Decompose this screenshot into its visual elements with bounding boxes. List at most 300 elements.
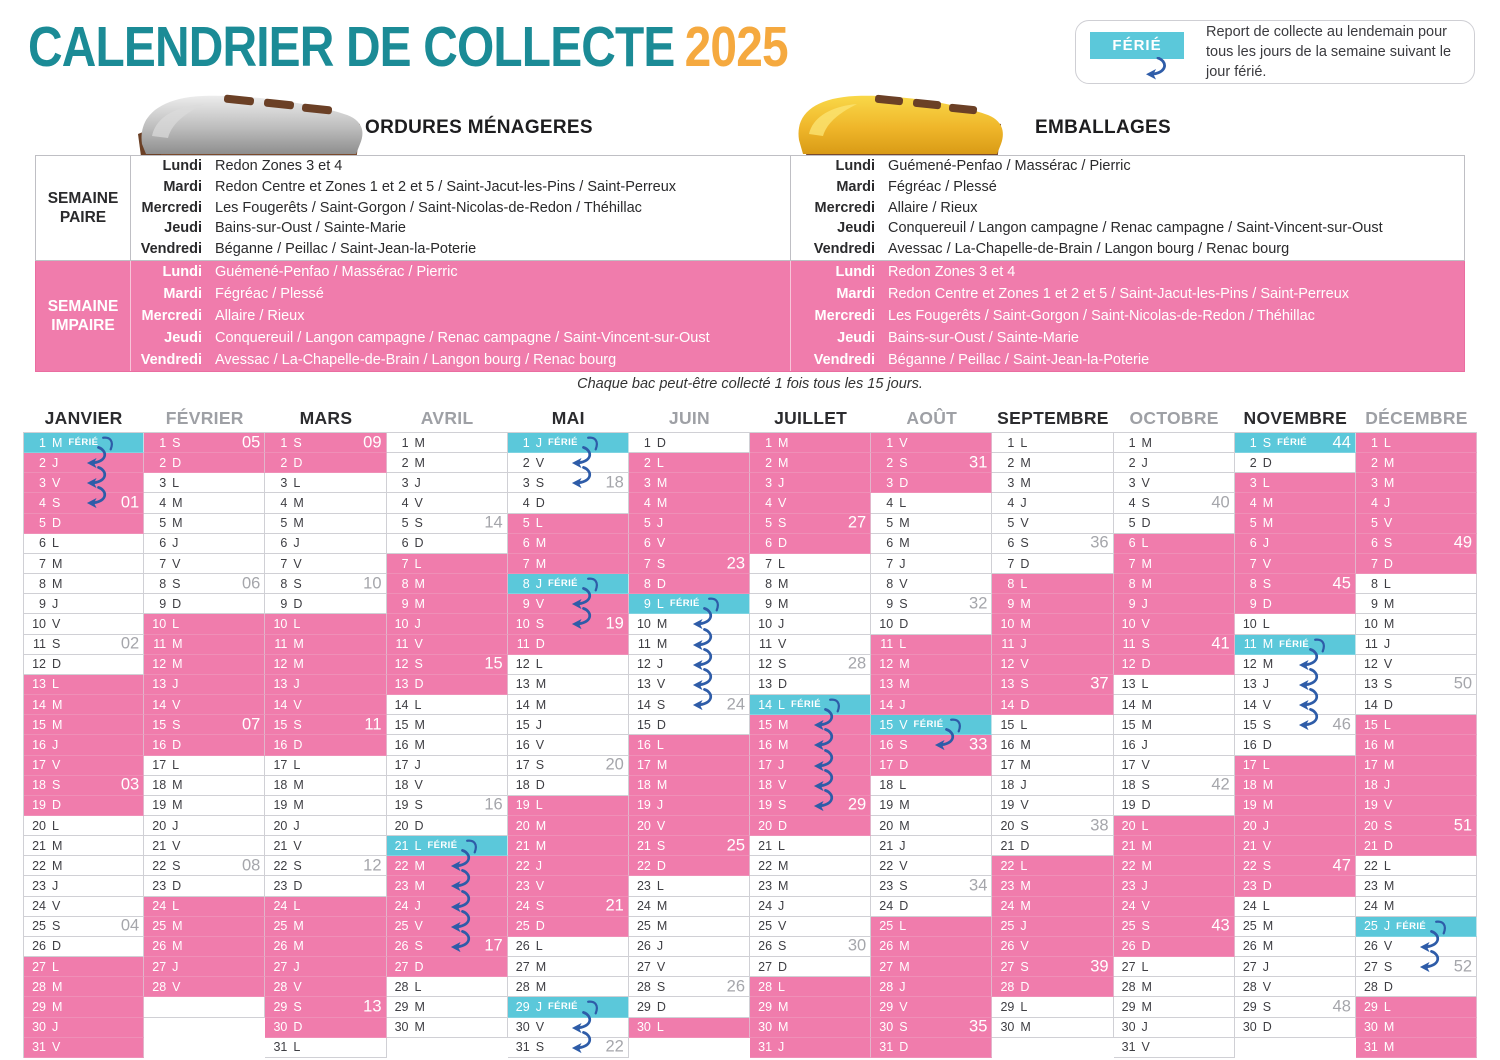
day-letter: L xyxy=(293,1040,301,1055)
week-number: 49 xyxy=(1453,533,1473,552)
month-novembre xyxy=(1235,404,1356,1058)
week-number: 36 xyxy=(1090,533,1109,552)
day-cell xyxy=(1235,433,1356,453)
report-arrow-start-icon xyxy=(587,1000,600,1016)
schedule-day-label: Jeudi xyxy=(837,329,875,346)
day-letter: M xyxy=(52,979,63,994)
day-number: 17 xyxy=(1000,758,1015,773)
month-header: NOVEMBRE xyxy=(1243,407,1348,428)
day-cell xyxy=(508,453,629,473)
day-cell xyxy=(144,977,265,997)
day-cell xyxy=(144,937,265,957)
day-cell xyxy=(508,514,629,534)
day-letter: S xyxy=(1262,858,1272,873)
day-cell xyxy=(1114,574,1235,594)
month-header: DÉCEMBRE xyxy=(1365,407,1468,428)
ferie-tag: FÉRIÉ xyxy=(547,437,578,449)
day-number: 19 xyxy=(1363,798,1378,813)
day-number: 6 xyxy=(1007,536,1015,551)
day-number: 5 xyxy=(1249,516,1257,531)
day-number: 24 xyxy=(1000,899,1015,914)
ferie-tag: FÉRIÉ xyxy=(790,699,821,711)
day-letter: V xyxy=(1262,838,1272,853)
day-letter: M xyxy=(1141,858,1152,873)
ferie-badge-wrap xyxy=(1090,27,1198,77)
week-number: 43 xyxy=(1211,916,1230,935)
day-letter: V xyxy=(1141,1040,1150,1055)
day-number: 17 xyxy=(273,758,288,773)
day-cell xyxy=(629,534,750,554)
day-number: 16 xyxy=(273,737,288,752)
day-number: 14 xyxy=(152,697,167,712)
day-cell xyxy=(1114,1018,1235,1038)
day-letter: M xyxy=(535,838,547,853)
day-letter: V xyxy=(293,838,302,853)
day-cell xyxy=(629,473,750,493)
day-cell xyxy=(629,856,750,876)
month-header: OCTOBRE xyxy=(1129,407,1219,428)
day-letter: D xyxy=(1383,979,1393,994)
day-number: 28 xyxy=(1121,979,1136,994)
week-number: 26 xyxy=(726,977,746,996)
day-letter: M xyxy=(414,999,425,1014)
day-letter: L xyxy=(172,616,180,631)
day-number: 11 xyxy=(637,637,651,652)
day-number: 7 xyxy=(39,556,46,571)
day-cell xyxy=(992,897,1113,917)
day-letter: S xyxy=(1020,677,1029,692)
day-letter: J xyxy=(52,455,59,470)
day-cell xyxy=(508,675,629,695)
day-letter: V xyxy=(52,616,61,631)
month-days xyxy=(750,432,871,1058)
day-cell xyxy=(265,917,386,937)
day-number: 13 xyxy=(32,677,46,692)
day-letter: V xyxy=(535,1020,545,1035)
day-number: 20 xyxy=(1242,818,1257,833)
day-letter: V xyxy=(293,556,302,571)
day-cell xyxy=(387,836,508,856)
day-letter: J xyxy=(778,1040,785,1055)
report-arrow-start-icon xyxy=(1314,638,1327,654)
day-cell xyxy=(144,695,265,715)
day-letter: S xyxy=(414,657,423,672)
day-cell xyxy=(1235,635,1356,655)
day-letter: M xyxy=(899,516,910,531)
day-letter: M xyxy=(656,616,668,631)
day-letter: S xyxy=(414,939,423,954)
day-number: 12 xyxy=(1242,657,1257,672)
day-letter: D xyxy=(52,939,62,954)
day-letter: D xyxy=(52,516,62,531)
day-number: 15 xyxy=(1000,717,1015,732)
day-cell xyxy=(265,554,386,574)
day-number: 21 xyxy=(758,838,773,853)
day-cell xyxy=(992,473,1113,493)
day-letter: J xyxy=(778,616,785,631)
day-letter: L xyxy=(1262,616,1270,631)
day-cell xyxy=(387,856,508,876)
day-letter: M xyxy=(535,979,547,994)
month-décembre xyxy=(1356,404,1477,1058)
day-letter: S xyxy=(1020,818,1029,833)
month-header: JUILLET xyxy=(774,407,848,428)
day-letter: J xyxy=(414,758,421,773)
day-letter: M xyxy=(1020,596,1031,611)
day-number: 23 xyxy=(1242,879,1257,894)
day-letter: S xyxy=(1141,778,1150,793)
day-cell xyxy=(508,433,629,453)
day-cell xyxy=(144,856,265,876)
day-number: 24 xyxy=(879,899,894,914)
day-cell xyxy=(508,534,629,554)
month-days xyxy=(1114,432,1235,1058)
day-letter: M xyxy=(1262,637,1274,652)
report-arrow-start-icon xyxy=(708,597,721,613)
day-letter: J xyxy=(778,475,785,490)
day-letter: V xyxy=(293,979,302,994)
day-number: 5 xyxy=(1370,516,1378,531)
ferie-tag: FÉRIÉ xyxy=(913,719,944,731)
day-cell xyxy=(24,493,144,513)
day-number: 5 xyxy=(1007,516,1015,531)
schedule-zones-ordures: Fégréac / Plessé xyxy=(208,283,791,305)
section-header-ordures: ORDURES MÉNAGERES xyxy=(365,117,593,138)
day-number: 26 xyxy=(515,939,530,954)
day-cell xyxy=(508,776,629,796)
day-cell xyxy=(1235,675,1356,695)
day-cell xyxy=(1235,796,1356,816)
day-cell xyxy=(871,876,992,896)
day-letter: V xyxy=(52,758,61,773)
day-number: 4 xyxy=(159,496,167,511)
day-letter: M xyxy=(899,536,910,551)
day-cell xyxy=(24,997,144,1017)
day-letter: D xyxy=(1262,1020,1272,1035)
day-cell xyxy=(1235,574,1356,594)
day-number: 31 xyxy=(1121,1040,1136,1055)
day-letter: S xyxy=(656,979,666,994)
day-number: 4 xyxy=(1007,496,1015,511)
day-number: 19 xyxy=(1242,798,1257,813)
day-number: 17 xyxy=(1121,758,1136,773)
day-number: 30 xyxy=(1121,1020,1136,1035)
day-number: 26 xyxy=(32,939,46,954)
day-letter: M xyxy=(656,899,668,914)
day-letter: L xyxy=(1262,758,1270,773)
day-letter: J xyxy=(414,475,421,490)
day-letter: J xyxy=(293,536,300,551)
week-number: 30 xyxy=(847,936,867,955)
day-cell xyxy=(144,675,265,695)
day-cell xyxy=(992,997,1113,1017)
day-letter: J xyxy=(52,1020,59,1035)
schedule-zones-ordures: Avessac / La-Chapelle-de-Brain / Langon bourg / Renac bourg xyxy=(208,349,791,371)
day-number: 27 xyxy=(1363,959,1378,974)
month-juillet xyxy=(750,404,871,1058)
day-number: 13 xyxy=(515,677,530,692)
day-cell xyxy=(24,897,144,917)
day-letter: M xyxy=(1262,778,1274,793)
day-cell xyxy=(871,917,992,937)
week-number: 25 xyxy=(726,836,746,855)
day-number: 4 xyxy=(522,496,530,511)
day-letter: V xyxy=(656,677,666,692)
day-cell xyxy=(265,594,386,614)
day-letter: L xyxy=(293,899,301,914)
day-cell xyxy=(871,816,992,836)
day-letter: M xyxy=(1141,838,1152,853)
month-days xyxy=(629,432,750,1038)
day-letter: L xyxy=(414,556,422,571)
day-number: 28 xyxy=(879,979,894,994)
day-letter: L xyxy=(293,758,301,773)
day-number: 31 xyxy=(879,1040,894,1055)
day-cell xyxy=(1114,937,1235,957)
day-cell xyxy=(24,1018,144,1038)
month-header: AOÛT xyxy=(906,407,958,428)
day-number: 20 xyxy=(394,818,409,833)
ferie-legend-text: Report de collecte au lendemain pour tous les jours de la semaine suivant le jour férié. xyxy=(1206,23,1452,81)
day-letter: V xyxy=(899,999,908,1014)
day-number: 29 xyxy=(394,999,409,1014)
day-letter: M xyxy=(1262,939,1274,954)
day-number: 18 xyxy=(1363,778,1378,793)
day-cell xyxy=(24,574,144,594)
day-number: 10 xyxy=(758,616,773,631)
day-cell xyxy=(871,514,992,534)
day-letter: S xyxy=(52,637,61,652)
schedule-day-label: Vendredi xyxy=(140,241,202,258)
day-letter: M xyxy=(1141,717,1152,732)
day-cell xyxy=(1235,493,1356,513)
day-number: 14 xyxy=(32,697,46,712)
day-letter: D xyxy=(535,637,545,652)
schedule-day-label: Lundi xyxy=(835,158,875,174)
day-number: 31 xyxy=(758,1040,773,1055)
day-number: 16 xyxy=(1121,737,1136,752)
day-cell xyxy=(265,796,386,816)
day-number: 21 xyxy=(1000,838,1015,853)
day-cell xyxy=(144,453,265,473)
day-number: 20 xyxy=(636,818,651,833)
day-number: 18 xyxy=(273,778,288,793)
day-cell xyxy=(508,473,629,493)
day-cell xyxy=(24,937,144,957)
day-number: 28 xyxy=(273,979,288,994)
schedule-zones-emballages: Guémené-Penfao / Massérac / Pierric xyxy=(888,158,1131,174)
day-cell xyxy=(265,1018,386,1038)
day-letter: S xyxy=(1020,536,1029,551)
day-number: 23 xyxy=(636,879,651,894)
day-letter: D xyxy=(1262,879,1272,894)
day-number: 12 xyxy=(273,657,288,672)
day-number: 2 xyxy=(1128,455,1136,470)
day-letter: D xyxy=(414,677,424,692)
day-cell xyxy=(629,554,750,574)
day-number: 18 xyxy=(1242,778,1257,793)
day-cell xyxy=(1356,695,1477,715)
schedule-day-label: Jeudi xyxy=(837,220,875,237)
month-days xyxy=(1356,432,1477,1058)
day-number: 17 xyxy=(879,758,894,773)
day-number: 21 xyxy=(1363,838,1378,853)
day-letter: M xyxy=(535,677,547,692)
schedule-zones-ordures: Bains-sur-Oust / Sainte-Marie xyxy=(208,218,791,239)
day-number: 10 xyxy=(636,616,651,631)
day-cell xyxy=(387,675,508,695)
day-letter: M xyxy=(172,637,183,652)
day-letter: M xyxy=(293,516,304,531)
day-number: 13 xyxy=(1363,677,1378,692)
day-cell xyxy=(24,675,144,695)
day-cell xyxy=(1356,675,1477,695)
day-cell xyxy=(265,453,386,473)
day-number: 8 xyxy=(1128,576,1136,591)
day-cell xyxy=(144,594,265,614)
day-number: 11 xyxy=(880,637,894,652)
day-number: 12 xyxy=(394,657,409,672)
day-cell xyxy=(508,1038,629,1058)
day-letter: D xyxy=(1141,657,1151,672)
day-letter: L xyxy=(414,697,422,712)
day-letter: V xyxy=(172,556,181,571)
day-letter: J xyxy=(293,818,300,833)
day-letter: M xyxy=(1141,576,1152,591)
day-number: 3 xyxy=(280,475,288,490)
day-cell xyxy=(750,1018,871,1038)
day-number: 12 xyxy=(515,657,530,672)
day-number: 30 xyxy=(273,1020,288,1035)
week-number: 50 xyxy=(1453,674,1473,693)
day-letter: M xyxy=(899,657,910,672)
day-cell xyxy=(871,776,992,796)
day-number: 19 xyxy=(273,798,288,813)
day-number: 21 xyxy=(1121,838,1136,853)
day-cell xyxy=(24,594,144,614)
day-cell xyxy=(992,554,1113,574)
day-number: 16 xyxy=(758,737,773,752)
day-letter: S xyxy=(535,475,545,490)
day-number: 10 xyxy=(394,616,409,631)
day-cell xyxy=(1114,695,1235,715)
day-number: 9 xyxy=(522,596,530,611)
day-cell xyxy=(750,796,871,816)
schedule-day-label: Mardi xyxy=(836,178,875,195)
ferie-legend-box xyxy=(1075,20,1475,84)
day-cell xyxy=(1114,836,1235,856)
day-number: 2 xyxy=(1370,455,1378,470)
day-cell xyxy=(992,977,1113,997)
month-days xyxy=(23,432,144,1058)
day-letter: L xyxy=(656,879,664,894)
report-arrow-start-icon xyxy=(466,839,479,855)
day-number: 13 xyxy=(1121,677,1136,692)
schedule-semaine-paire xyxy=(35,155,1465,261)
day-number: 6 xyxy=(39,536,46,551)
day-cell xyxy=(144,554,265,574)
day-number: 25 xyxy=(515,919,530,934)
day-cell xyxy=(871,493,992,513)
schedule-zones-ordures: Conquereuil / Langon campagne / Renac campagne / Saint-Vincent-sur-Oust xyxy=(208,327,791,349)
day-cell xyxy=(1114,876,1235,896)
day-cell xyxy=(1114,655,1235,675)
day-number: 25 xyxy=(1363,919,1378,934)
day-letter: V xyxy=(899,858,908,873)
day-cell xyxy=(265,836,386,856)
day-letter: J xyxy=(1141,737,1148,752)
day-cell xyxy=(387,756,508,776)
day-number: 1 xyxy=(159,435,167,450)
day-cell xyxy=(1235,997,1356,1017)
day-cell xyxy=(24,957,144,977)
day-letter: L xyxy=(1020,858,1028,873)
day-letter: M xyxy=(1020,737,1031,752)
day-number: 5 xyxy=(522,516,530,531)
day-number: 19 xyxy=(32,798,46,813)
schedule-zones-emballages: Bains-sur-Oust / Sainte-Marie xyxy=(888,329,1079,346)
schedule-day-label: Mardi xyxy=(163,178,202,195)
day-number: 29 xyxy=(879,999,894,1014)
week-number: 03 xyxy=(120,775,140,794)
week-number: 08 xyxy=(241,856,261,875)
day-cell xyxy=(871,735,992,755)
week-number: 05 xyxy=(241,433,261,452)
day-letter: V xyxy=(1020,798,1029,813)
day-letter: D xyxy=(899,758,909,773)
day-cell xyxy=(144,514,265,534)
week-number: 39 xyxy=(1090,957,1109,976)
day-cell xyxy=(144,493,265,513)
day-number: 15 xyxy=(758,717,773,732)
day-cell xyxy=(992,433,1113,453)
day-number: 30 xyxy=(515,1020,530,1035)
day-number: 29 xyxy=(1242,999,1257,1014)
week-number: 48 xyxy=(1332,997,1351,1016)
day-cell xyxy=(871,836,992,856)
day-cell xyxy=(508,1018,629,1038)
day-letter: V xyxy=(778,637,787,652)
day-letter: L xyxy=(656,455,664,470)
day-letter: M xyxy=(899,677,910,692)
day-number: 22 xyxy=(32,858,46,873)
day-number: 20 xyxy=(879,818,894,833)
week-number: 28 xyxy=(847,654,867,673)
day-letter: D xyxy=(1020,838,1030,853)
day-cell xyxy=(750,997,871,1017)
day-cell xyxy=(1114,594,1235,614)
day-cell xyxy=(508,997,629,1017)
day-number: 22 xyxy=(1363,858,1378,873)
day-letter: J xyxy=(535,999,542,1014)
day-number: 18 xyxy=(394,778,409,793)
day-number: 9 xyxy=(1128,596,1136,611)
schedule-label-even: SEMAINE PAIRE xyxy=(36,156,131,260)
day-cell xyxy=(508,735,629,755)
day-number: 10 xyxy=(1121,616,1136,631)
day-cell xyxy=(508,957,629,977)
schedule-day-label: Mercredi xyxy=(814,307,875,324)
day-letter: M xyxy=(52,697,63,712)
day-letter: M xyxy=(1141,999,1152,1014)
day-number: 8 xyxy=(1249,576,1257,591)
day-cell xyxy=(871,554,992,574)
schedule-semaine-impaire xyxy=(35,261,1465,372)
day-letter: L xyxy=(52,818,59,833)
day-number: 13 xyxy=(152,677,167,692)
day-number: 25 xyxy=(152,919,167,934)
day-number: 15 xyxy=(1242,717,1257,732)
